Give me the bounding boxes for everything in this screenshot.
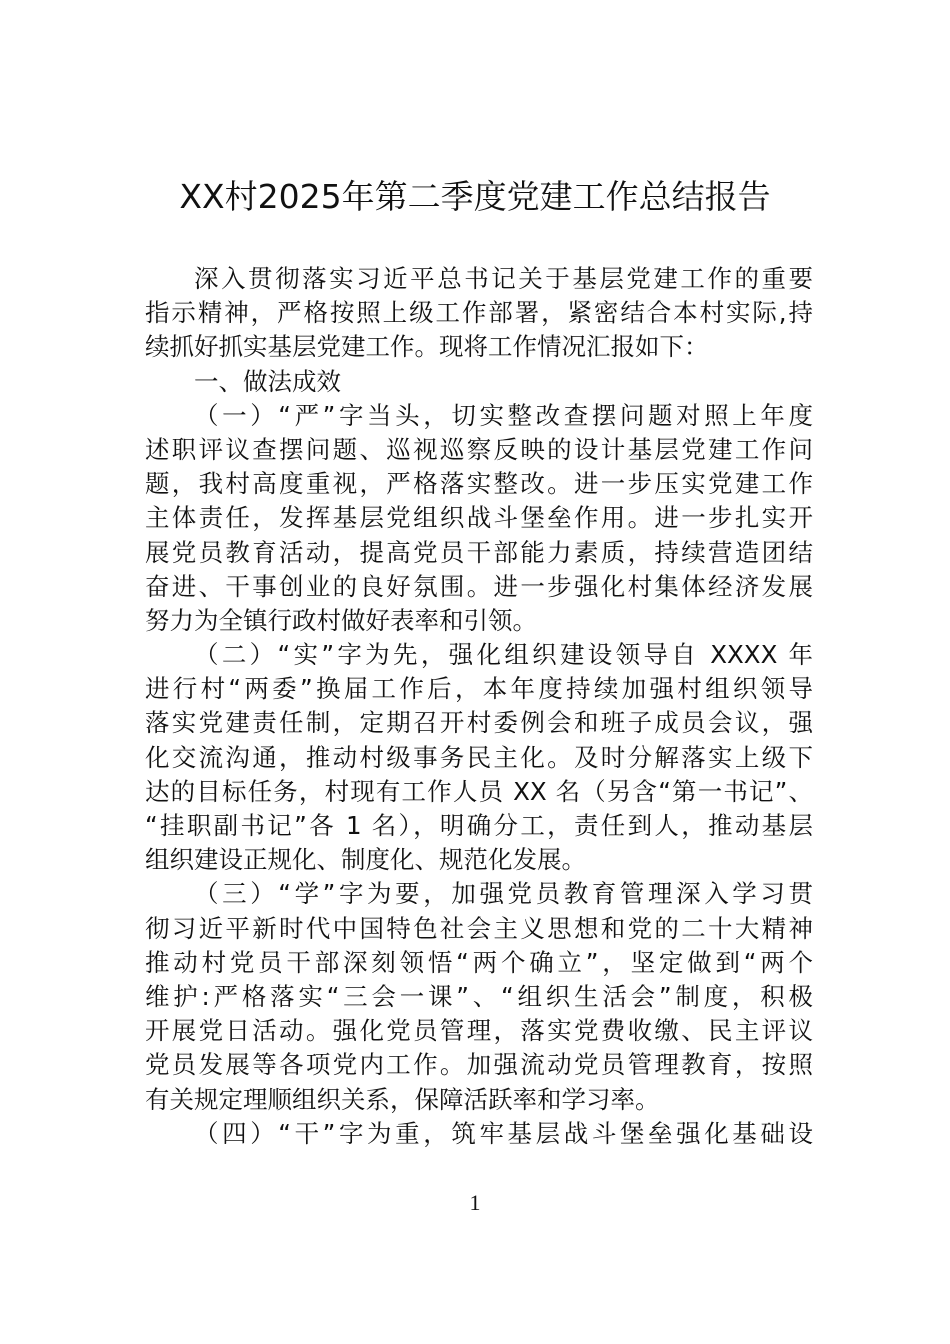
body-line: 进行村“两委”换届工作后，本年度持续加强村组织领导 — [145, 674, 813, 704]
body-line: 努力为全镇行政村做好表率和引领。 — [145, 605, 537, 635]
body-line: （二）“实”字为先，强化组织建设领导自 XXXX 年 — [194, 640, 813, 670]
body-line: 题，我村高度重视，严格落实整改。进一步压实党建工作 — [145, 469, 813, 499]
body-line: 指示精神，严格按照上级工作部署，紧密结合本村实际,持 — [145, 298, 813, 328]
body-line: 展党员教育活动，提高党员干部能力素质，持续营造团结 — [145, 537, 813, 567]
body-line: “挂职副书记”各 1 名），明确分工，责任到人，推动基层 — [145, 811, 813, 840]
body-line: 化交流沟通，推动村级事务民主化。及时分解落实上级下 — [145, 742, 813, 772]
body-line: 述职评议查摆问题、巡视巡察反映的设计基层党建工作问 — [145, 434, 813, 464]
body-line: 有关规定理顺组织关系，保障活跃率和学习率。 — [145, 1084, 660, 1114]
body-line: 主体责任，发挥基层党组织战斗堡垒作用。进一步扎实开 — [145, 503, 813, 533]
body-line: （四）“干”字为重，筑牢基层战斗堡垒强化基础设 — [194, 1118, 813, 1148]
page-number: 1 — [469, 1190, 481, 1215]
body-line: 维护:严格落实“三会一课”、“组织生活会”制度，积极 — [145, 981, 813, 1011]
body-line: 彻习近平新时代中国特色社会主义思想和党的二十大精神 — [145, 913, 813, 943]
body-line: （三）“学”字为要，加强党员教育管理深入学习贯 — [194, 879, 813, 909]
body-line: 深入贯彻落实习近平总书记关于基层党建工作的重要 — [194, 264, 813, 293]
body-line: 一、做法成效 — [194, 366, 341, 396]
body-line: 落实党建责任制，定期召开村委例会和班子成员会议，强 — [145, 708, 813, 738]
document-title: XX村2025年第二季度党建工作总结报告 — [179, 177, 771, 216]
body-line: 推动村党员干部深刻领悟“两个确立”，坚定做到“两个 — [145, 947, 813, 977]
body-line: 开展党日活动。强化党员管理，落实党费收缴、民主评议 — [145, 1016, 813, 1046]
body-line: 党员发展等各项党内工作。加强流动党员管理教育，按照 — [145, 1050, 813, 1080]
document-body — [145, 262, 813, 1151]
body-line: 奋进、干事创业的良好氛围。进一步强化村集体经济发展 — [145, 571, 813, 601]
body-line: 达的目标任务，村现有工作人员 XX 名（另含“第一书记”、 — [145, 776, 813, 806]
body-line: 组织建设正规化、制度化、规范化发展。 — [145, 845, 586, 875]
body-line: （一）“严”字当头，切实整改查摆问题对照上年度 — [194, 400, 813, 430]
body-line: 续抓好抓实基层党建工作。现将工作情况汇报如下： — [145, 332, 709, 362]
